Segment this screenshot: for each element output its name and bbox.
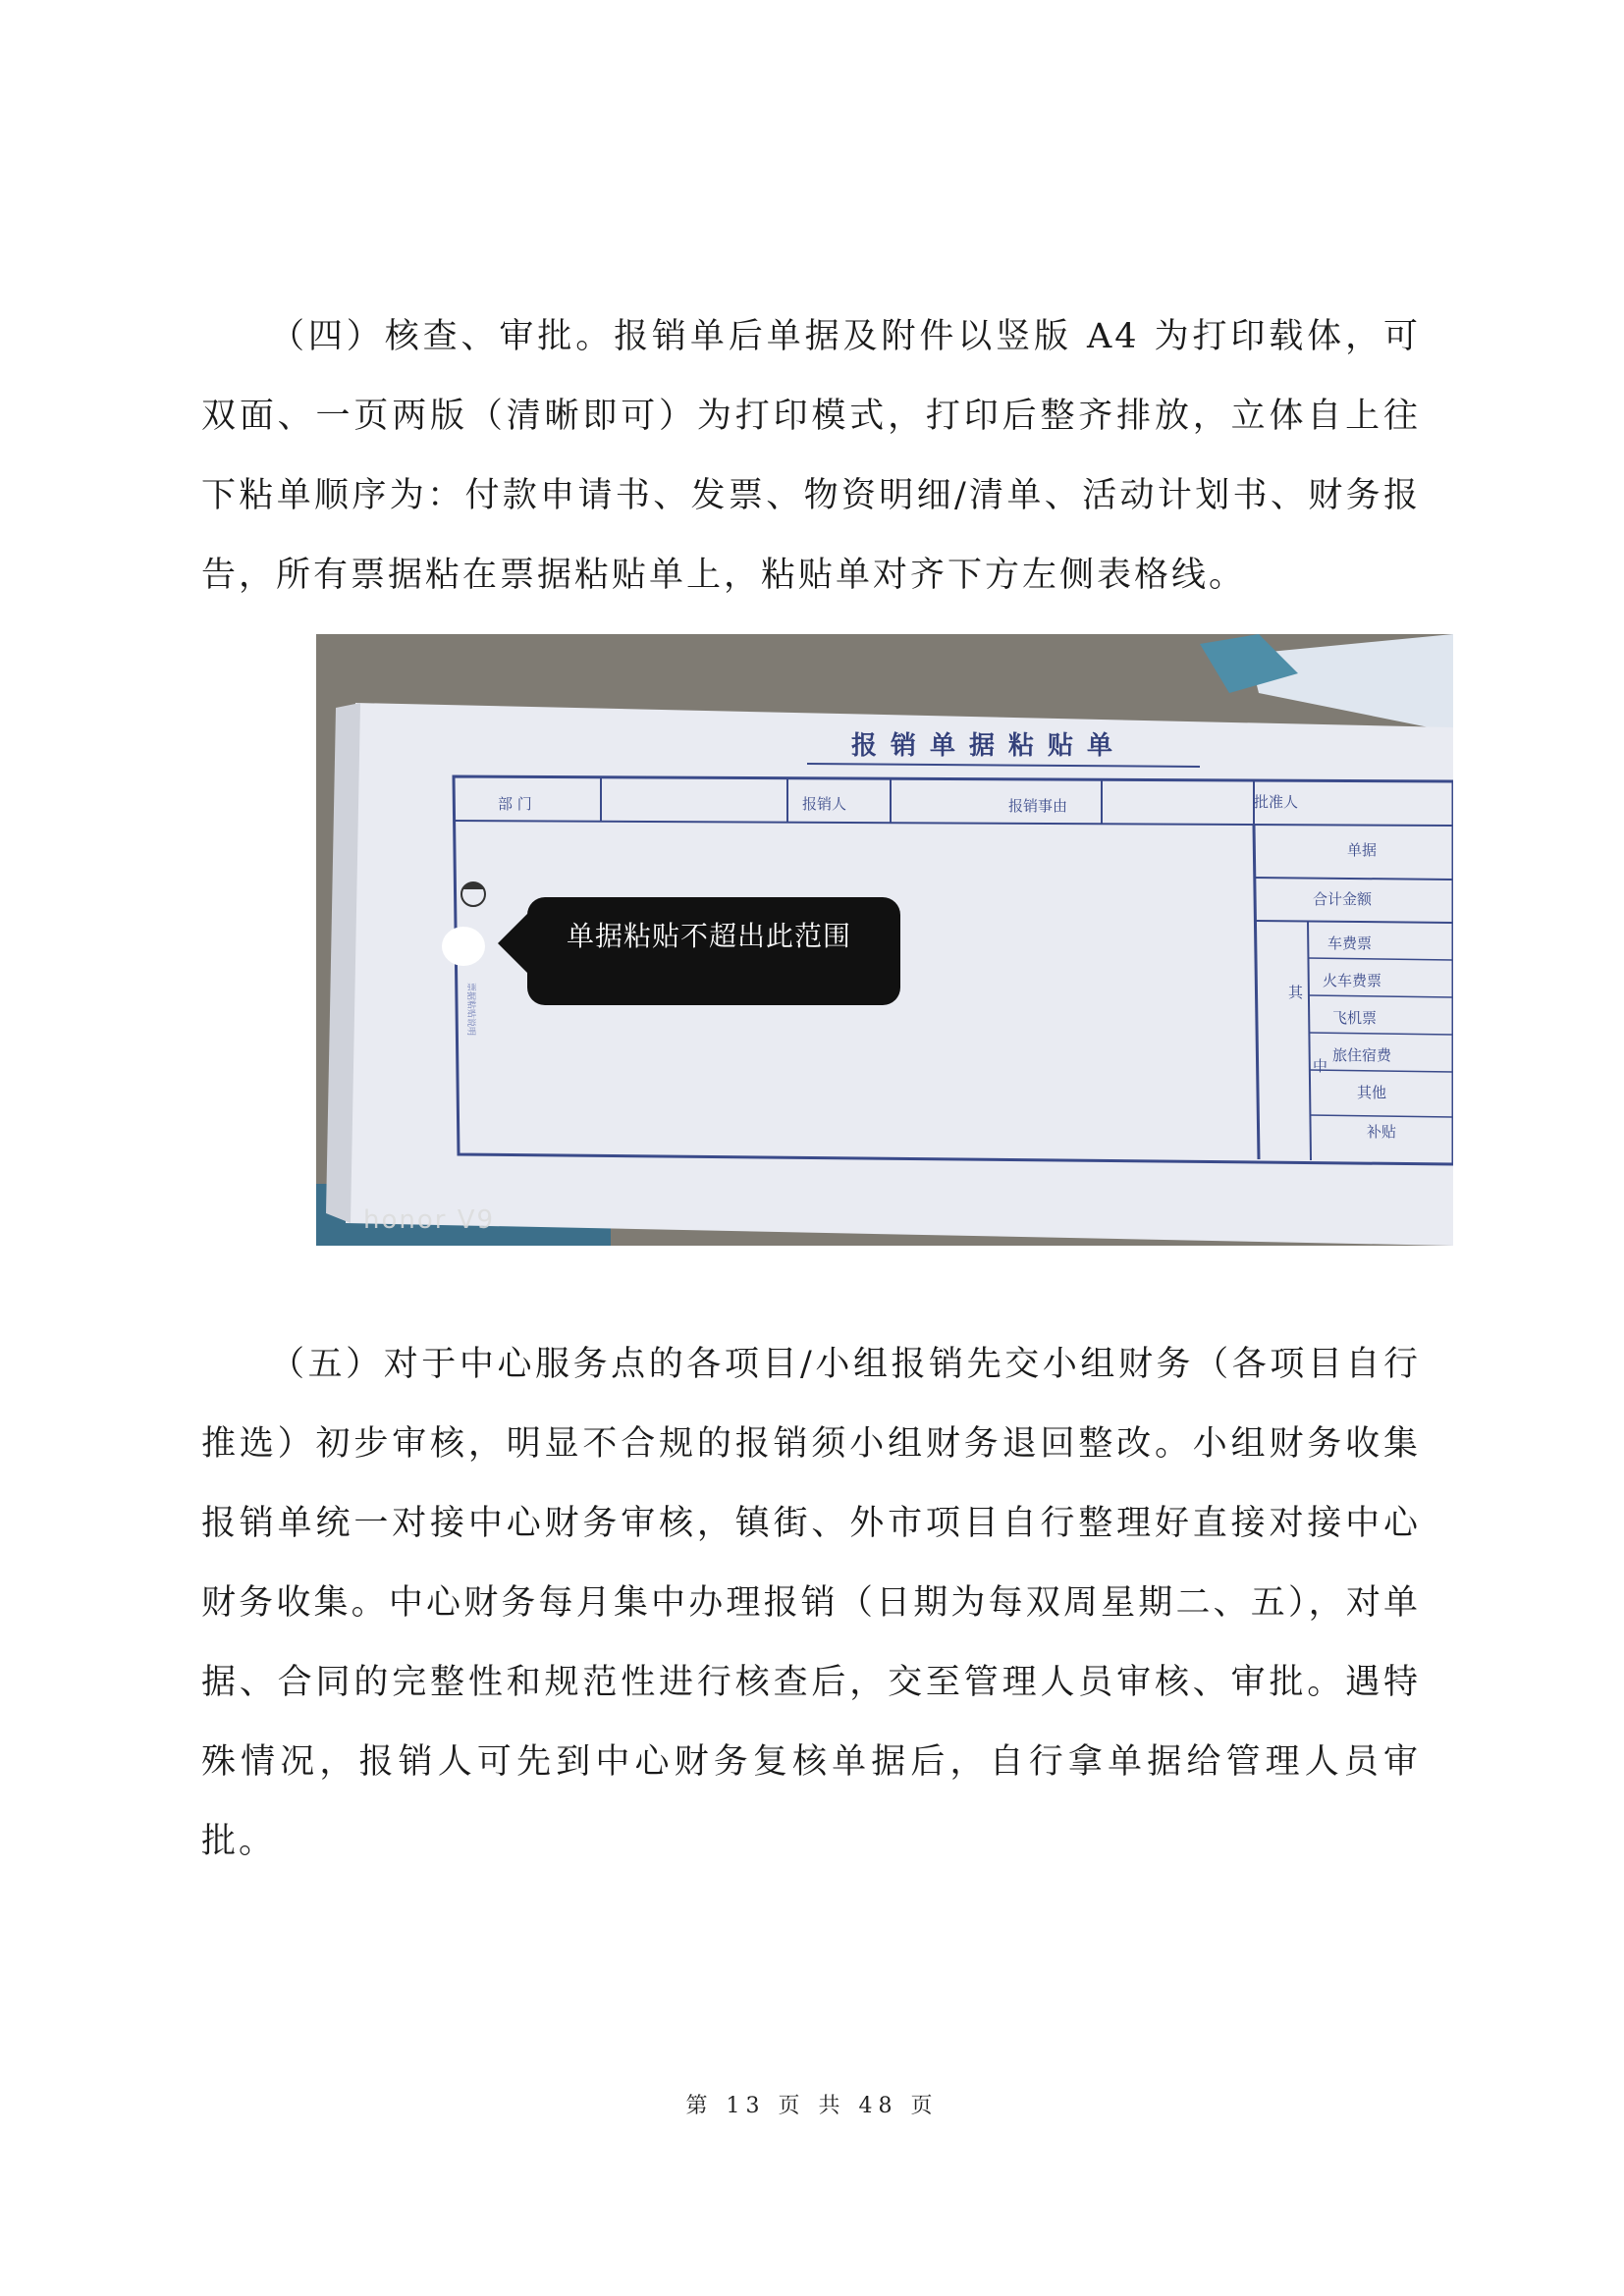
sub-row-4: 旅住宿费	[1332, 1046, 1392, 1064]
row-total: 合计金额	[1313, 890, 1373, 908]
form-title: 报销单据粘贴单	[851, 731, 1127, 761]
form-photo-labels	[316, 634, 1453, 1246]
sub-row-5: 其他	[1357, 1084, 1387, 1101]
sub-row-3: 飞机票	[1332, 1009, 1378, 1027]
header-field-dept: 部 门	[498, 795, 532, 813]
reimbursement-form-photo	[316, 634, 1453, 1246]
header-field-claimant: 报销人	[802, 795, 847, 813]
camera-watermark: honor V9	[363, 1205, 496, 1235]
svg-text:票据粘贴说明: 票据粘贴说明	[465, 983, 475, 1037]
side-label-bottom: 中	[1313, 1057, 1328, 1075]
sub-row-1: 车费票	[1327, 934, 1373, 952]
header-field-approver: 批准人	[1254, 793, 1299, 811]
header-field-reason: 报销事由	[1008, 797, 1068, 815]
paragraph-4: （四）核查、审批。报销单后单据及附件以竖版 A4 为打印载体，可双面、一页两版（清晰即可）为打印模式，打印后整齐排放，立体自上往下粘单顺序为：付款申请书、发票、物资明细/清单、活动计划书、财务报告，所有票据粘在票据粘贴单上，粘贴单对齐下方左侧表格线。	[201, 317, 1421, 595]
sub-row-2: 火车费票	[1323, 972, 1382, 989]
page-number: 第 13 页 共 48 页	[685, 2094, 939, 2118]
row-receipts: 单据	[1347, 841, 1378, 859]
side-label-top: 其	[1288, 984, 1304, 1001]
callout-text: 单据粘贴不超出此范围	[566, 920, 851, 952]
sub-row-6: 补贴	[1367, 1123, 1397, 1141]
paragraph-5: （五）对于中心服务点的各项目/小组报销先交小组财务（各项目自行推选）初步审核，明显不合规的报销须小组财务退回整改。小组财务收集报销单统一对接中心财务审核，镇街、外市项目自行整理好直接对接中心财务收集。中心财务每月集中办理报销（日期为每双周星期二、五），对单据、合同的完整性和规范性进行核查后，交至管理人员审核、审批。遇特殊情况，报销人可先到中心财务复核单据后，自行拿单据给管理人员审批。	[201, 1345, 1421, 1861]
